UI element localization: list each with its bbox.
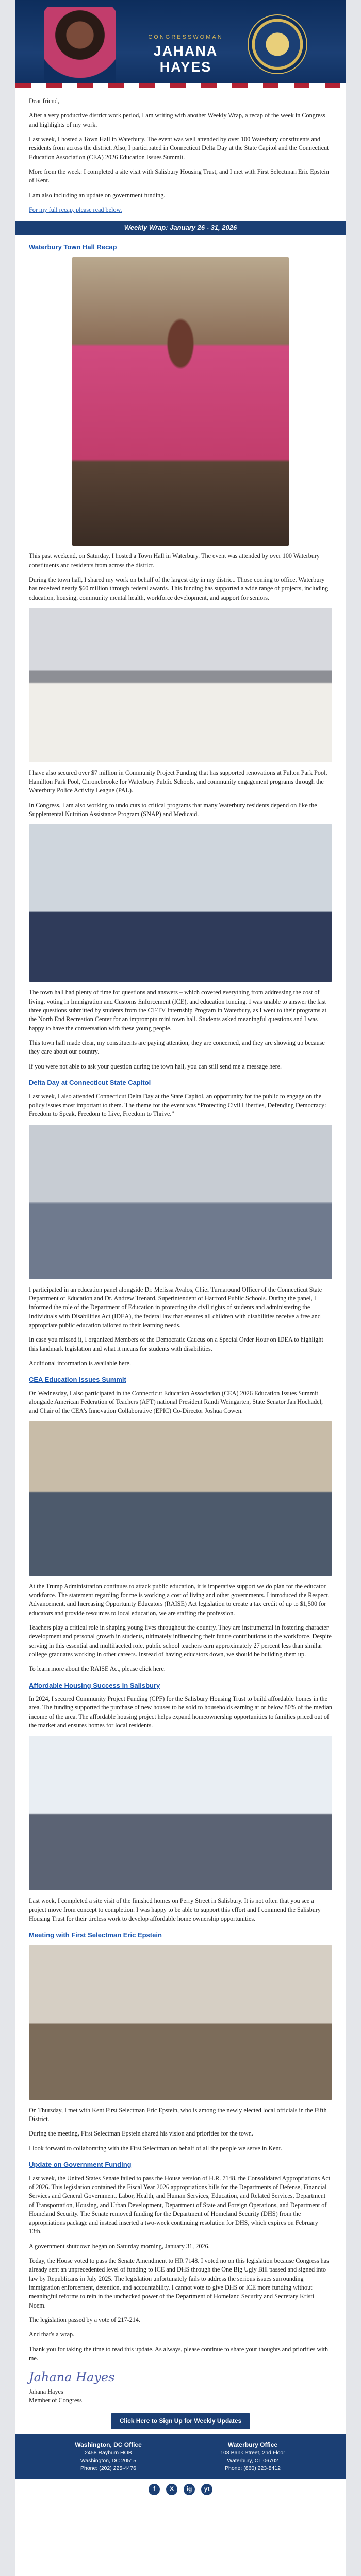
section-paragraph: If you were not able to ask your question during the town hall, you can still send me a message here. <box>29 1062 282 1070</box>
signup-button[interactable]: Click Here to Sign Up for Weekly Updates <box>111 2413 250 2429</box>
dc-office-city: Washington, DC 20515 <box>80 2458 137 2464</box>
salisbury-housing-photo <box>29 1736 332 1890</box>
waterbury-office-title: Waterbury Office <box>227 2441 278 2449</box>
section-title[interactable]: Waterbury Town Hall Recap <box>29 243 117 251</box>
section-title[interactable]: Delta Day at Connecticut State Capitol <box>29 1079 151 1087</box>
section-paragraph: Today, the House voted to pass the Senate Amendment to HR 7148. I voted no on this legislation because Congress has already sent an unprecedented level of funding to ICE and DHS through the One Big Ugly Bill passed and signed into law by Republicans in July 2025. The legislation unfortunately fails to address the serious issues surrounding immigration enforcement, detention, and accountability. I cannot vote to give DHS or ICE more funding without meaningful reforms to rein in the unchecked power of the Department of Homeland Security and Secretary Kristi Noem. <box>29 2257 329 2309</box>
dc-office-title: Washington, DC Office <box>75 2441 142 2449</box>
section-paragraph: I participated in an education panel alongside Dr. Melissa Avalos, Chief Turnaround Officer of the Connecticut State Department of Education and Dr. Andrew Trenard, Superintendent of Hartford Public Schools. During the panel, I informed the role of the Department of Education in protecting the civil rights of students and administering the Individuals with Disabilities Act (IDEA), the federal law that ensures all children with disabilities receive a free and appropriate public education tailored to their learning needs. <box>29 1285 322 1329</box>
dc-office <box>36 2441 180 2472</box>
weekly-wrap-banner: Weekly Wrap: January 26 - 31, 2026 <box>15 221 346 235</box>
masthead <box>15 0 346 88</box>
closing-name: Jahana Hayes <box>29 2387 63 2395</box>
section-paragraph: In Congress, I am also working to undo cuts to critical programs that many Waterbury residents depend on like the Supplemental Nutrition Assistance Program (SNAP) and Medicaid. <box>29 801 317 818</box>
section-paragraph: Last week, I also attended Connecticut Delta Day at the State Capitol, an opportunity for the public to engage on the policy issues most important to them. The theme for the event was “Protecting Civil Liberties, Defending Democracy: Freedom to Speak, Freedom to Live, Freedom to Thrive.” <box>29 1092 326 1118</box>
section-paragraph: To learn more about the RAISE Act, please click here. <box>29 1665 166 1673</box>
intro-paragraph: Last week, I hosted a Town Hall in Waterbury. The event was well attended by over 100 Waterbury constituents and residents from across the district. Also, I participated in Connecticut Delta Day at the State Capitol and the Connecticut Education Association (CEA) 2026 Education Issues Summit. <box>29 135 329 161</box>
masthead-name: JAHANA HAYES <box>153 43 218 75</box>
section-paragraph: Teachers play a critical role in shaping young lives throughout the country. They are instrumental in fostering character development and personal growth in students, ultimately influencing their future contributions to the workforce. Despite serving in this essential and multifaceted role, public school teachers earn approximately 27 percent less than similar college graduates working in other careers. Instead of having educators down, we should be building them up. <box>29 1623 332 1658</box>
instagram-icon[interactable]: ig <box>184 2484 195 2495</box>
section-paragraph: On Wednesday, I also participated in the Connecticut Education Association (CEA) 2026 Education Issues Summit alongside American Federation of Teachers (AFT) national President Randi Weingarten, State Senator Jan Hochadel, and Chair of the CEA's Innovation Collaborative (EPIC) Co-Director Joshua Cowen. <box>29 1389 323 1415</box>
section-title[interactable]: Meeting with First Selectman Eric Epstein <box>29 1931 162 1939</box>
flag-band <box>15 83 346 88</box>
section-paragraph: Last week, I completed a site visit of the finished homes on Perry Street in Salisbury. It is not often that you see a project move from concept to completion. I was happy to be able to support this effort and I commend the Salisbury Housing Trust for their tireless work to develop affordable home ownership opportunities. <box>29 1897 321 1922</box>
congresswoman-photo <box>44 7 116 84</box>
section-paragraph: This past weekend, on Saturday, I hosted a Town Hall in Waterbury. The event was attended by over 100 Waterbury constituents and residents from across the district. <box>29 552 320 569</box>
delta-day-photo <box>29 1125 332 1279</box>
section-paragraph: I have also secured over $7 million in Community Project Funding that has supported renovations at Fulton Park Pool, Hamilton Park Pool, Chronebrooke for Waterbury Public Schools, and community engagement programs through the Waterbury Police Activity League (PAL). <box>29 769 327 794</box>
footer <box>15 2434 346 2479</box>
congress-seal-icon <box>248 14 307 74</box>
section-paragraph: The town hall had plenty of time for questions and answers – which covered everything from addressing the cost of living, voting in Immigration and Customs Enforcement (ICE), and education funding. I was unable to answer the last three questions submitted by students from the CT-TV Internship Program in Waterbury, as I went to their programs at the North End Recreation Center for an impromptu mini town hall. Students asked meaningful questions and I was happy to have the conversation with these young people. <box>29 989 327 1032</box>
cea-summit-photo <box>29 1421 332 1576</box>
townhall-photo <box>72 257 289 546</box>
section-paragraph: At the Trump Administration continues to attack public education, it is imperative support we do plan for the educator workforce. The statement regarding for me is working a cost of living and other governments. I introduced the Respect, Advancement, and Increasing Opportunity Educators (RAISE) Act legislation to create a tax credit of up to $1,500 for educators and provide resources to local education, we are staffing the profession. <box>29 1582 330 1617</box>
x-icon[interactable]: X <box>166 2484 177 2495</box>
section-paragraph: A government shutdown began on Saturday morning, January 31, 2026. <box>29 2242 210 2250</box>
social-links <box>29 2479 332 2500</box>
signature: Jahana Hayes <box>29 2370 115 2385</box>
dc-office-address: 2458 Rayburn HOB <box>85 2450 132 2456</box>
closing-paragraph: Thank you for taking the time to read this update. As always, please continue to share your thoughts and priorities with me. <box>29 2345 329 2362</box>
section-paragraph: This town hall made clear, my constituents are paying attention, they are concerned, and they are showing up because they care about our country. <box>29 1039 325 1056</box>
waterbury-office-address: 108 Bank Street, 2nd Floor <box>220 2450 285 2456</box>
masthead-subtitle: CONGRESSWOMAN <box>148 34 223 40</box>
facebook-icon[interactable]: f <box>149 2484 160 2495</box>
section-paragraph: I look forward to collaborating with the First Selectman on behalf of all the people we serve in Kent. <box>29 2144 283 2152</box>
section-paragraph: In 2024, I secured Community Project Funding (CPF) for the Salisbury Housing Trust to build affordable homes in the area. The funding supported the purchase of new houses to be sold to households earning at or below 80% of the median income of the area. The affordable housing project helps expand homeownership opportunities to families priced out of the market and ensures homes for local residents. <box>29 1695 333 1729</box>
section-title[interactable]: Affordable Housing Success in Salisbury <box>29 1681 160 1689</box>
section-paragraph: In case you missed it, I organized Members of the Democratic Caucus on a Special Order Hour on IDEA to highlight this landmark legislation and what it means for students with disabilities. <box>29 1336 323 1352</box>
intro-paragraph: After a very productive district work period, I am writing with another Weekly Wrap, a recap of the week in Congress and highlights of my work. <box>29 112 325 128</box>
section-paragraph: During the meeting, First Selectman Epstein shared his vision and priorities for the town. <box>29 2130 253 2138</box>
section-paragraph: Last week, the United States Senate failed to pass the House version of H.R. 7148, the Consolidated Appropriations Act of 2026. This legislation contained the Fiscal Year 2026 appropriations bills for the Departments of Defense, Financial Services and General Government, Labor, Health, and Human Services, Education, and Related Services, Department of Transportation, Housing, and Urban Development, Department of State and Foreign Operations, and Department of Homeland Security. The Senate removed funding for the Department of Homeland Security (DHS) from the appropriations package and instead inserted a two-week continuing resolution for DHS, which expires on February 13th. <box>29 2174 331 2235</box>
greeting: Dear friend, <box>29 97 59 105</box>
section-paragraph: The legislation passed by a vote of 217-214. <box>29 2316 140 2324</box>
youtube-icon[interactable]: yt <box>201 2484 212 2495</box>
section-paragraph: On Thursday, I met with Kent First Selectman Eric Epstein, who is among the newly elected local officials in the Fifth District. <box>29 2106 327 2123</box>
newsletter-sheet <box>15 0 346 2576</box>
waterbury-office-city: Waterbury, CT 06702 <box>227 2458 278 2464</box>
section-title[interactable]: Update on Government Funding <box>29 2161 132 2169</box>
section-title[interactable]: CEA Education Issues Summit <box>29 1376 126 1384</box>
section-paragraph: And that's a wrap. <box>29 2331 75 2338</box>
closing-title: Member of Congress <box>29 2396 82 2404</box>
intro-paragraph: I am also including an update on government funding. <box>29 191 166 199</box>
intro-paragraph: More from the week: I completed a site visit with Salisbury Housing Trust, and I met with First Selectman Eric Epstein of Kent. <box>29 167 329 184</box>
epstein-meeting-photo <box>29 1945 332 2100</box>
section-paragraph: During the town hall, I shared my work on behalf of the largest city in my district. Those coming to office, Waterbury has received nearly $60 million through federal awards. This funding has supported a wide range of projects, including education, housing, community mental health, workforce development, and support for seniors. <box>29 575 329 601</box>
waterbury-office-phone: Phone: (860) 223-8412 <box>225 2465 281 2472</box>
townhall-stage-photo <box>29 824 332 982</box>
full-recap-link[interactable]: For my full recap, please read below. <box>29 206 122 213</box>
newsletter-body <box>15 88 346 2500</box>
section-paragraph: Additional information is available here. <box>29 1359 131 1367</box>
waterbury-office <box>180 2441 325 2472</box>
townhall-audience-photo <box>29 608 332 762</box>
dc-office-phone: Phone: (202) 225-4476 <box>80 2465 136 2472</box>
